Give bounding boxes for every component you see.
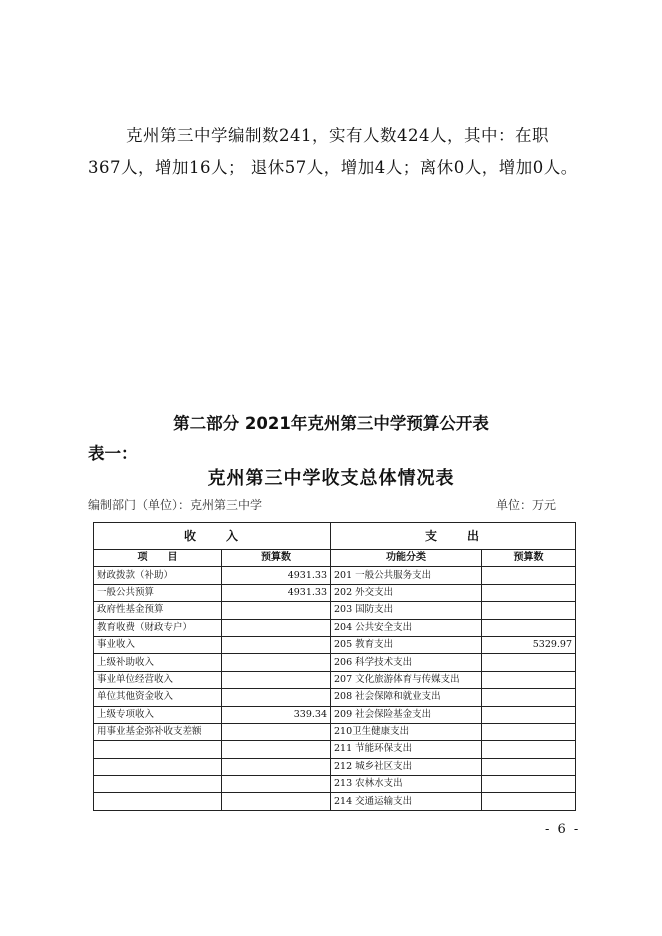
row-amount — [222, 793, 331, 810]
row-amount — [222, 758, 331, 775]
table-row — [94, 706, 576, 723]
table-row — [94, 793, 576, 810]
row-function: 212 城乡社区支出 — [331, 758, 482, 775]
row-amount — [222, 776, 331, 793]
table-row — [94, 584, 576, 601]
row-amount — [222, 654, 331, 671]
table-row — [94, 741, 576, 758]
row-amount: 4931.33 — [222, 584, 331, 601]
row-function: 213 农林水支出 — [331, 776, 482, 793]
col-budget2-header: 预算数 — [482, 550, 576, 567]
row-item — [94, 758, 222, 775]
budget-table — [93, 522, 576, 811]
row-function: 205 教育支出 — [331, 636, 482, 653]
row-item: 用事业基金弥补收支差额 — [94, 723, 222, 740]
table-row — [94, 776, 576, 793]
row-amount — [222, 602, 331, 619]
row-amount2 — [482, 602, 576, 619]
row-function: 202 外交支出 — [331, 584, 482, 601]
table-row — [94, 723, 576, 740]
row-amount2 — [482, 793, 576, 810]
row-item: 上级专项收入 — [94, 706, 222, 723]
row-amount — [222, 671, 331, 688]
row-amount2 — [482, 584, 576, 601]
row-item: 财政拨款（补助） — [94, 567, 222, 584]
row-amount — [222, 636, 331, 653]
row-amount — [222, 741, 331, 758]
table-column-header-row — [94, 550, 576, 567]
row-amount2 — [482, 619, 576, 636]
table-row — [94, 654, 576, 671]
table-row — [94, 602, 576, 619]
col-budget-header: 预算数 — [222, 550, 331, 567]
unit-label: 单位：万元 — [496, 498, 557, 512]
row-function: 204 公共安全支出 — [331, 619, 482, 636]
part-title: 第二部分 2021年克州第三中学预算公开表 — [173, 414, 489, 433]
row-function: 214 交通运输支出 — [331, 793, 482, 810]
col-function-header: 功能分类 — [331, 550, 482, 567]
table-row — [94, 671, 576, 688]
compiling-department: 编制部门（单位）：克州第三中学 — [88, 498, 263, 512]
row-function: 206 科学技术支出 — [331, 654, 482, 671]
row-amount2 — [482, 741, 576, 758]
row-amount2 — [482, 689, 576, 706]
row-amount2 — [482, 723, 576, 740]
row-amount2 — [482, 671, 576, 688]
table-row — [94, 567, 576, 584]
row-amount2: 5329.97 — [482, 636, 576, 653]
table-label: 表一： — [88, 444, 138, 463]
row-function: 209 社会保险基金支出 — [331, 706, 482, 723]
table-title: 克州第三中学收支总体情况表 — [207, 468, 455, 489]
row-amount2 — [482, 654, 576, 671]
row-item — [94, 793, 222, 810]
row-function: 207 文化旅游体育与传媒支出 — [331, 671, 482, 688]
table-row — [94, 619, 576, 636]
income-header: 收 入 — [94, 523, 331, 550]
row-item: 单位其他资金收入 — [94, 689, 222, 706]
col-item-header: 项 目 — [94, 550, 222, 567]
row-amount — [222, 689, 331, 706]
row-amount: 339.34 — [222, 706, 331, 723]
row-amount2 — [482, 706, 576, 723]
row-amount — [222, 723, 331, 740]
row-item: 事业单位经营收入 — [94, 671, 222, 688]
row-item: 事业收入 — [94, 636, 222, 653]
row-item — [94, 776, 222, 793]
row-function: 210卫生健康支出 — [331, 723, 482, 740]
row-item: 一般公共预算 — [94, 584, 222, 601]
row-amount2 — [482, 758, 576, 775]
row-function: 208 社会保障和就业支出 — [331, 689, 482, 706]
row-item: 上级补助收入 — [94, 654, 222, 671]
table-group-header-row — [94, 523, 576, 550]
row-item: 教育收费（财政专户） — [94, 619, 222, 636]
row-item: 政府性基金预算 — [94, 602, 222, 619]
expense-header: 支 出 — [331, 523, 576, 550]
row-function: 203 国防支出 — [331, 602, 482, 619]
page-number: - 6 - — [545, 822, 581, 837]
row-function: 211 节能环保支出 — [331, 741, 482, 758]
row-item — [94, 741, 222, 758]
row-function: 201 一般公共服务支出 — [331, 567, 482, 584]
row-amount2 — [482, 776, 576, 793]
table-row — [94, 689, 576, 706]
row-amount2 — [482, 567, 576, 584]
row-amount — [222, 619, 331, 636]
row-amount: 4931.33 — [222, 567, 331, 584]
intro-paragraph: 克州第三中学编制数241，实有人数424人，其中：在职367人，增加16人； 退休57人，增加4人；离休0人，增加0人。 — [88, 126, 578, 177]
table-row — [94, 636, 576, 653]
table-row — [94, 758, 576, 775]
